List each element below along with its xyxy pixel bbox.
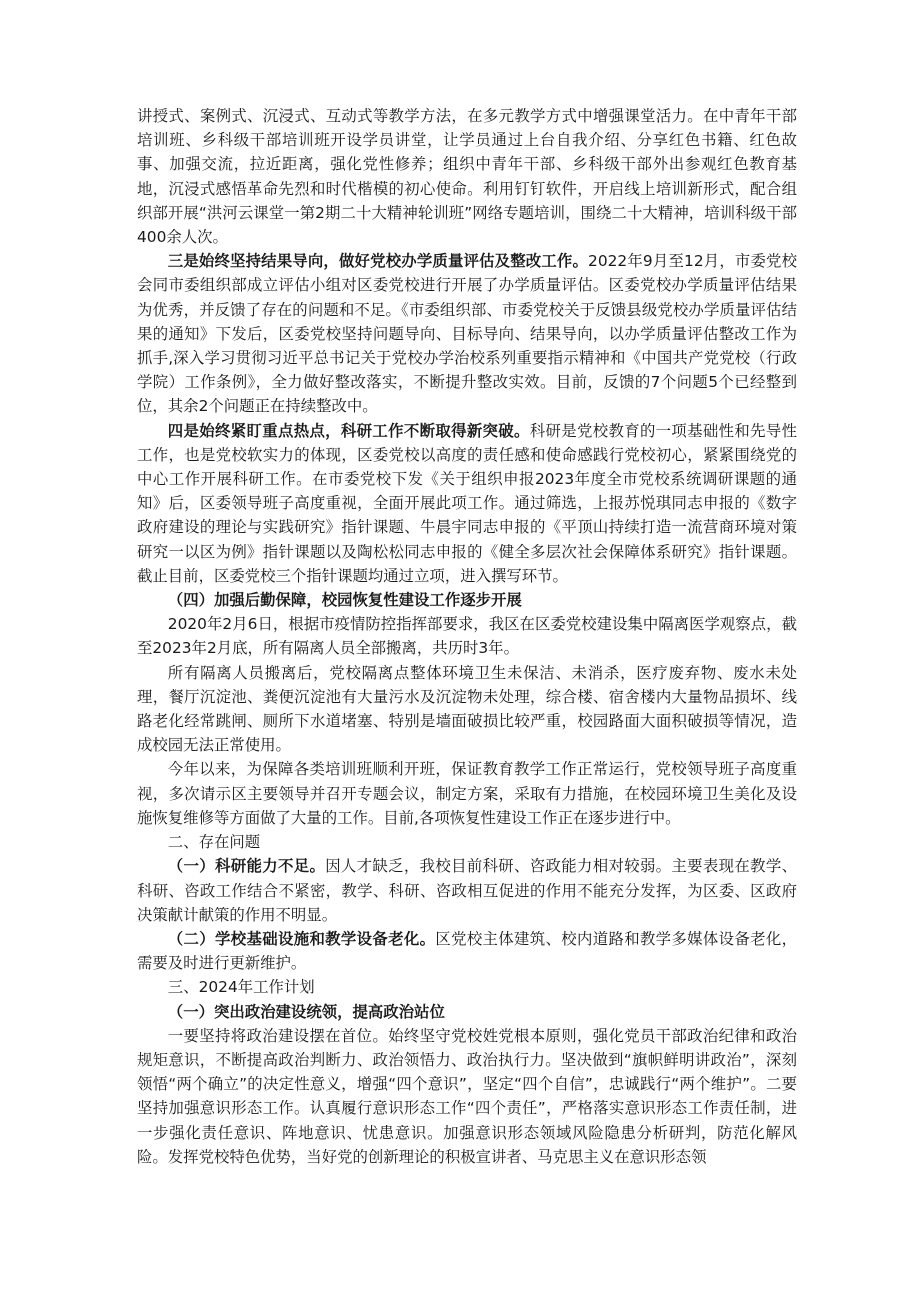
- section-heading-problems: 二、存在问题: [167, 833, 261, 852]
- paragraph-lead: 四是始终紧盯重点热点，科研工作不断取得新突破。: [167, 421, 530, 440]
- paragraph-text: 因人才缺乏，我校目前科研、咨政能力相对较弱。主要表现在教学、科研、咨政工作结合不紧密，教学、科研、咨政相互促进的作用不能充分发挥，为区委、区政府决策献计献策的作用不明显。: [137, 857, 797, 924]
- paragraph-quarantine-site: [137, 612, 797, 660]
- paragraph-text: 一要坚持将政治建设摆在首位。始终坚守党校姓党根本原则，强化党员干部政治纪律和政治规矩意识，不断提高政治判断力、政治领悟力、政治执行力。坚决做到“旗帜鲜明讲政治”，深刻领悟“两个确立”的决定性意义，增强“四个意识”，坚定“四个自信”，忠诚践行“两个维护”。二要坚持加强意识形态工作。认真履行意识形态工作“四个责任”，严格落实意识形态工作责任制，进一步强化责任意识、阵地意识、忧患意识。加强意识形态领域风险隐患分析研判，防范化解风险。发挥党校特色优势，当好党的创新理论的积极宣讲者、马克思主义在意识形态领: [137, 1026, 797, 1166]
- paragraph-political-building: [137, 1024, 797, 1169]
- section-heading-political: （一）突出政治建设统领，提高政治站位: [167, 1002, 445, 1021]
- paragraph-text: 讲授式、案例式、沉浸式、互动式等教学方法，在多元教学方式中增强课堂活力。在中青年干部培训班、乡科级干部培训班开设学员讲堂，让学员通过上台自我介绍、分享红色书籍、红色故事、加强交流，拉近距离，强化党性修养；组织中青年干部、乡科级干部外出参观红色教育基地，沉浸式感悟革命先烈和时代楷模的初心使命。利用钉钉软件，开启线上培训新形式，配合组织部开展“洪河云课堂一第2期二十大精神轮训班”网络专题培训，围绕二十大精神，培训科级干部400余人次。: [137, 107, 797, 247]
- document-page: [137, 104, 797, 1169]
- paragraph-infrastructure: [137, 927, 797, 975]
- section-heading-plan: 三、2024年工作计划: [167, 978, 315, 997]
- paragraph-lead: 三是始终坚持结果导向，做好党校办学质量评估及整改工作。: [167, 252, 589, 271]
- paragraph-text: 所有隔离人员搬离后，党校隔离点整体环境卫生未保洁、未消杀，医疗废弃物、废水未处理，餐厅沉淀池、粪便沉淀池有大量污水及沉淀物未处理，综合楼、宿舍楼内大量物品损坏、线路老化经常跳闸、厕所下水道堵塞、特别是墙面破损比较严重，校园路面大面积破损等情况，造成校园无法正常使用。: [137, 663, 797, 755]
- paragraph-text: 2020年2月6日，根据市疫情防控指挥部要求，我区在区委党校建设集中隔离医学观察点，截至2023年2月底，所有隔离人员全部搬离，共历时3年。: [137, 615, 797, 658]
- paragraph-text: 科研是党校教育的一项基础性和先导性工作，也是党校软实力的体现，区委党校以高度的责任感和使命感践行党校初心，紧紧围绕党的中心工作开展科研工作。在市委党校下发《关于组织申报2023年度全市党校系统调研课题的通知》后，区委领导班子高度重视，全面开展此项工作。通过筛选，上报苏悦琪同志申报的《数字政府建设的理论与实践研究》指针课题、牛晨宇同志申报的《平顶山持续打造一流营商环境对策研究一以区为例》指针课题以及陶松松同志申报的《健全多层次社会保障体系研究》指针课题。截止目前，区委党校三个指针课题均通过立项，进入撰写环节。: [137, 421, 797, 585]
- paragraph-text: 2022年9月至12月，市委党校会同市委组织部成立评估小组对区委党校进行开展了办学质量评估。区委党校办学质量评估结果为优秀，并反馈了存在的问题和不足。《市委组织部、市委党校关于反馈县级党校办学质量评估结果的通知》下发后，区委党校坚持问题导向、目标导向、结果导向，以办学质量评估整改工作为抓手,深入学习贯彻习近平总书记关于党校办学治校系列重要指示精神和《中国共产党党校（行政学院）工作条例》，全力做好整改落实，不断提升整改实效。目前，反馈的7个问题5个已经整到位，其余2个问题正在持续整改中。: [137, 252, 797, 416]
- paragraph-campus-damage: [137, 661, 797, 758]
- paragraph-lead: （二）学校基础设施和教学设备老化。: [167, 929, 436, 948]
- paragraph-text: 今年以来，为保障各类培训班顺利开班，保证教育教学工作正常运行，党校领导班子高度重视，多次请示区主要领导并召开专题会议，制定方案，采取有力措施，在校园环境卫生美化及设施恢复维修等方面做了大量的工作。目前,各项恢复性建设工作正在逐步进行中。: [137, 760, 797, 827]
- paragraph-research: [137, 419, 797, 588]
- paragraph-text: 区党校主体建筑、校内道路和教学多媒体设备老化，需要及时进行更新维护。: [137, 929, 797, 973]
- section-heading-logistics: （四）加强后勤保障，校园恢复性建设工作逐步开展: [167, 591, 522, 610]
- paragraph-result-oriented: [137, 249, 797, 418]
- paragraph-research-capacity: [137, 854, 797, 927]
- paragraph-teaching-methods: [137, 104, 797, 249]
- paragraph-restoration: [137, 757, 797, 830]
- paragraph-lead: （一）科研能力不足。: [167, 857, 326, 876]
